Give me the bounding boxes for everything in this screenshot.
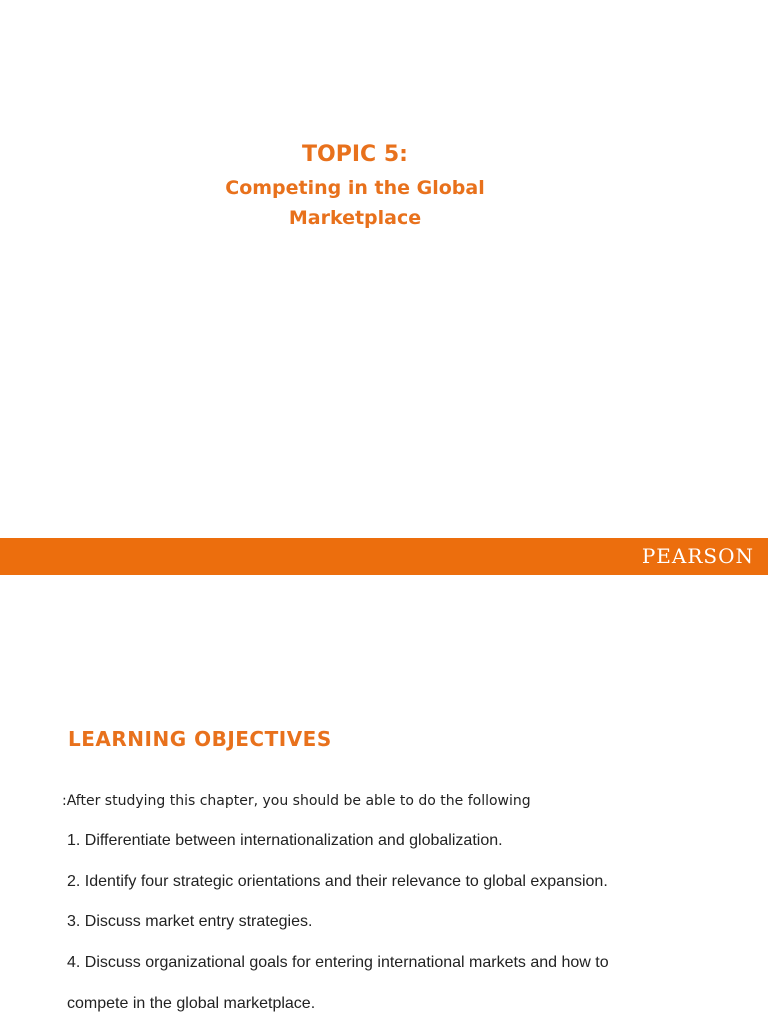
objective-item: 1. Differentiate between internationalization and globalization. [67, 832, 503, 849]
pearson-logo: PEARSON [641, 544, 754, 568]
section-heading: LEARNING OBJECTIVES [68, 727, 332, 751]
topic-number: TOPIC 5: [302, 142, 408, 167]
objective-item-continued: compete in the global marketplace. [67, 995, 316, 1012]
topic-title-line-2: Marketplace [288, 207, 422, 229]
objective-item: 3. Discuss market entry strategies. [67, 913, 313, 930]
topic-title [190, 173, 520, 233]
intro-text: :After studying this chapter, you should be able to do the following [62, 793, 531, 809]
objective-item: 2. Identify four strategic orientations and their relevance to global expansion. [67, 873, 608, 890]
objective-item: 4. Discuss organizational goals for entering international markets and how to [67, 954, 609, 971]
topic-title-line-1: Competing in the Global [225, 177, 485, 199]
footer-band [0, 538, 768, 575]
